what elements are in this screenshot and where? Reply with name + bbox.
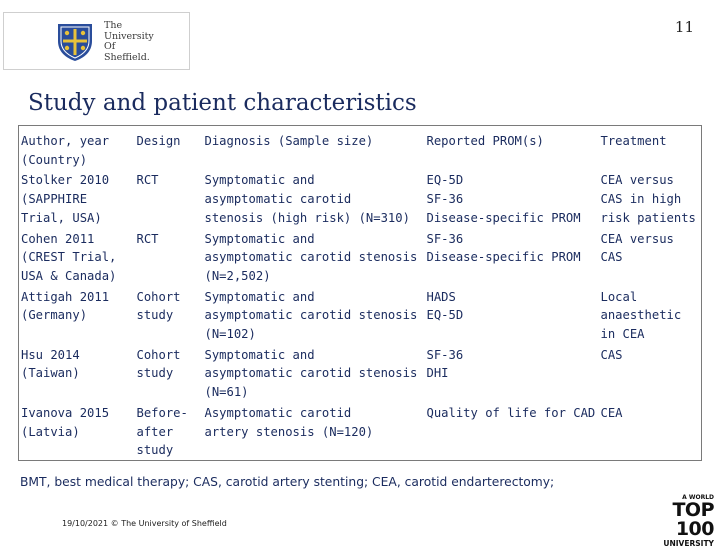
cell-line: (N=102) [204, 327, 256, 342]
table-cell-design [135, 228, 203, 286]
cell-line: after [136, 424, 174, 439]
cell-line: (N=2,502) [204, 268, 271, 283]
wordmark-line: Of [104, 41, 116, 52]
table-cell-treatment [599, 169, 702, 227]
cell-line: Ivanova 2015 [21, 405, 110, 420]
cell-line: Symptomatic and [204, 289, 315, 304]
cell-line: Cohort [136, 347, 181, 362]
study-characteristics-table [18, 125, 702, 461]
cell-line: anaesthetic [600, 308, 682, 323]
cell-line: USA & Canada) [21, 268, 117, 283]
column-header-prom [425, 126, 599, 170]
cell-line: CEA versus [600, 231, 674, 246]
cell-line: artery stenosis (N=120) [204, 424, 374, 439]
table-cell-diagnosis [203, 228, 425, 286]
header-line: Diagnosis (Sample size) [204, 134, 374, 148]
cell-line: RCT [136, 231, 159, 246]
cell-line: Attigah 2011 [21, 289, 110, 304]
cell-line: asymptomatic carotid [204, 192, 352, 207]
cell-line: in CEA [600, 327, 645, 342]
cell-line: Asymptomatic carotid [204, 405, 352, 420]
cell-line: Disease-specific PROM [426, 210, 581, 225]
cell-line: stenosis (high risk) (N=310) [204, 210, 410, 225]
table-cell-prom [425, 286, 599, 344]
table-cell-prom [425, 228, 599, 286]
table-cell-diagnosis [203, 169, 425, 227]
abbreviations-footnote: BMT, best medical therapy; CAS, carotid artery stenting; CEA, carotid endarterectomy; [20, 475, 555, 489]
cell-line: SF-36 [426, 192, 464, 207]
table-cell-diagnosis [203, 286, 425, 344]
table-cell-treatment [599, 402, 702, 461]
page-number: 11 [674, 18, 694, 36]
cell-line: (Latvia) [21, 424, 80, 439]
cell-line: HADS [426, 289, 456, 304]
wordmark-line: University [104, 30, 154, 42]
table-cell-prom [425, 402, 599, 461]
university-wordmark [104, 21, 154, 63]
table-row [19, 344, 702, 402]
cell-line: CEA versus [600, 173, 674, 188]
cell-line: (Taiwan) [21, 366, 80, 381]
table-cell-author [19, 228, 135, 286]
cell-line: Before- [136, 405, 188, 420]
table-cell-author [19, 169, 135, 227]
cell-line: Quality of life for CAD [426, 405, 596, 420]
table-cell-treatment [599, 286, 702, 344]
cell-line: EQ-5D [426, 308, 464, 323]
table-cell-diagnosis [203, 344, 425, 402]
column-header-treatment [599, 126, 702, 170]
badge-small-text: A WORLD [682, 494, 714, 501]
wordmark-line: Sheffield. [104, 51, 150, 63]
header-line: (Country) [21, 152, 88, 167]
table-cell-diagnosis [203, 402, 425, 461]
cell-line: Cohen 2011 [21, 231, 95, 246]
table-row [19, 402, 702, 461]
cell-line: Disease-specific PROM [426, 250, 581, 265]
table-cell-design [135, 402, 203, 461]
university-crest-icon [54, 21, 96, 63]
table-cell-prom [425, 169, 599, 227]
table-row [19, 169, 702, 227]
table-row [19, 286, 702, 344]
cell-line: study [136, 308, 174, 323]
slide-title: Study and patient characteristics [28, 90, 417, 116]
table-cell-prom [425, 344, 599, 402]
badge-big-text: TOP 100 [672, 499, 714, 540]
cell-line: (SAPPHIRE [21, 192, 88, 207]
header-line: Reported PROM(s) [426, 134, 544, 148]
cell-line: CEA [600, 405, 623, 420]
header-line: Author, year [21, 134, 110, 148]
wordmark-line: The [104, 20, 123, 31]
cell-line: Trial, USA) [21, 210, 102, 225]
cell-line: Local [600, 289, 638, 304]
cell-line: DHI [426, 366, 449, 381]
university-logo [3, 12, 190, 70]
cell-line: (N=61) [204, 385, 249, 400]
cell-line: study [136, 443, 174, 458]
cell-line: CAS [600, 347, 623, 362]
column-header-design [135, 126, 203, 170]
cell-line: study [136, 366, 174, 381]
table-cell-treatment [599, 228, 702, 286]
cell-line: Symptomatic and [204, 173, 315, 188]
column-header-diagnosis [203, 126, 425, 170]
header-line: Design [136, 134, 181, 148]
table-header-row [19, 126, 702, 170]
cell-line: RCT [136, 173, 159, 188]
cell-line: EQ-5D [426, 173, 464, 188]
table-cell-design [135, 344, 203, 402]
cell-line: (CREST Trial, [21, 250, 117, 265]
table-cell-treatment [599, 344, 702, 402]
badge-university-text: UNIVERSITY [663, 539, 714, 548]
cell-line: Symptomatic and [204, 231, 315, 246]
table-cell-author [19, 402, 135, 461]
cell-line: risk patients [600, 210, 696, 225]
cell-line: CAS in high [600, 192, 682, 207]
table-cell-design [135, 286, 203, 344]
cell-line: Stolker 2010 [21, 173, 110, 188]
cell-line: CAS [600, 250, 623, 265]
footer-date-copyright: 19/10/2021 © The University of Sheffield [62, 519, 227, 528]
cell-line: Hsu 2014 [21, 347, 80, 362]
cell-line: Cohort [136, 289, 181, 304]
header-line: Treatment [600, 134, 667, 148]
column-header-author [19, 126, 135, 170]
cell-line: SF-36 [426, 347, 464, 362]
table-cell-author [19, 286, 135, 344]
cell-line: (Germany) [21, 308, 88, 323]
cell-line: asymptomatic carotid stenosis [204, 366, 418, 381]
cell-line: asymptomatic carotid stenosis [204, 308, 418, 323]
cell-line: asymptomatic carotid stenosis [204, 250, 418, 265]
cell-line: SF-36 [426, 231, 464, 246]
table-row [19, 228, 702, 286]
table-cell-author [19, 344, 135, 402]
cell-line: Symptomatic and [204, 347, 315, 362]
table-cell-design [135, 169, 203, 227]
